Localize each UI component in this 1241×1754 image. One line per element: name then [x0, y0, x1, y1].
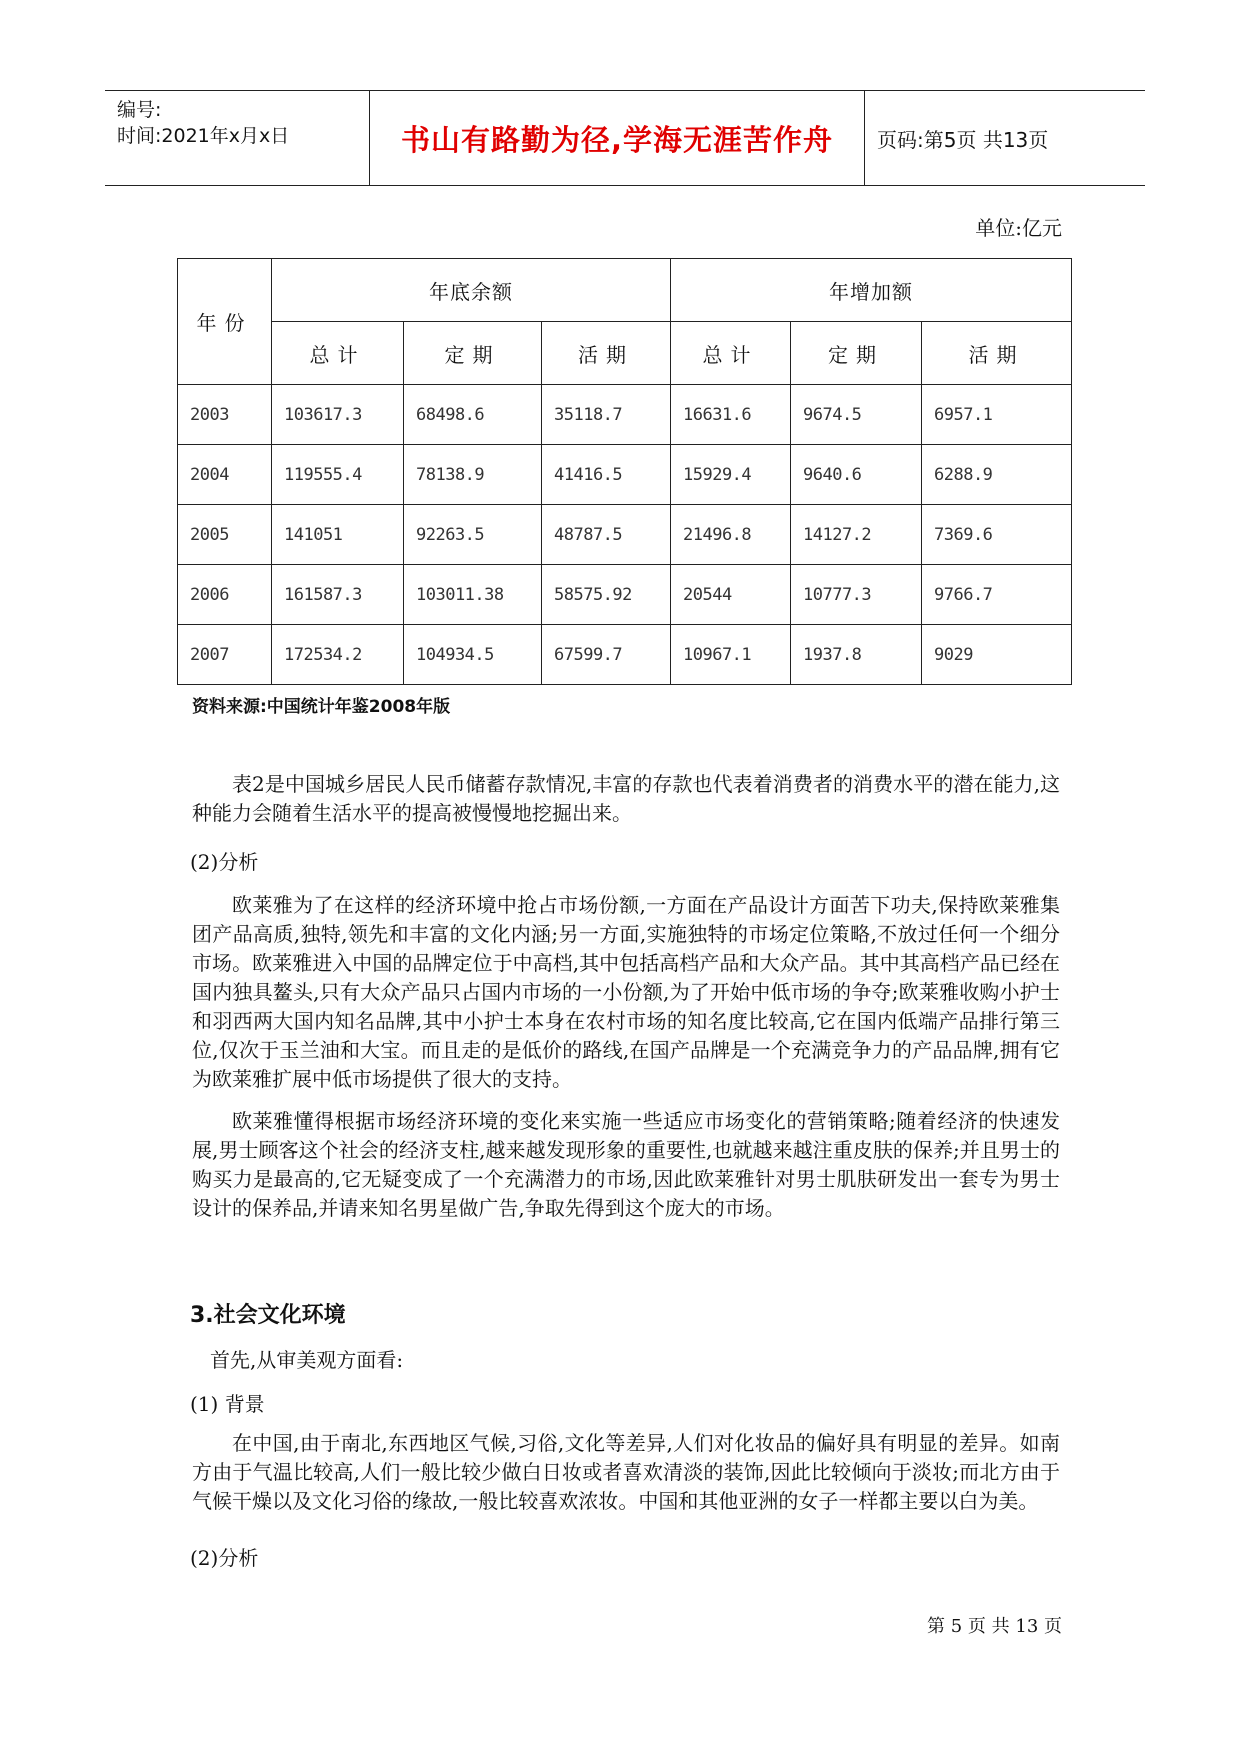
- value-cell: 103617.3: [272, 385, 404, 445]
- value-cell: 92263.5: [404, 505, 542, 565]
- value-cell: 141051: [272, 505, 404, 565]
- value-cell: 68498.6: [404, 385, 542, 445]
- year-cell: 2006: [178, 565, 272, 625]
- value-cell: 7369.6: [922, 505, 1072, 565]
- page-header: [105, 90, 1145, 186]
- value-cell: 172534.2: [272, 625, 404, 685]
- table-unit: 单位:亿元: [975, 216, 1062, 240]
- paragraph-market-strategy: 欧莱雅为了在这样的经济环境中抢占市场份额,一方面在产品设计方面苦下功夫,保持欧莱雅集团产品高质,独特,领先和丰富的文化内涵;另一方面,实施独特的市场定位策略,不放过任何一个细分市场。欧莱雅进入中国的品牌定位于中高档,其中包括高档产品和大众产品。其中其高档产品已经在国内独具鳌头,只有大众产品只占国内市场的一小份额,为了开始中低市场的争夺;欧莱雅收购小护士和羽西两大国内知名品牌,其中小护士本身在农村市场的知名度比较高,它在国内低端产品排行第三位,仅次于玉兰油和大宝。而且走的是低价的路线,在国产品牌是一个充满竞争力的产品品牌,拥有它为欧莱雅扩展中低市场提供了很大的支持。: [192, 893, 1060, 1091]
- value-cell: 10967.1: [671, 625, 791, 685]
- paragraph-male-market: 欧莱雅懂得根据市场经济环境的变化来实施一些适应市场变化的营销策略;随着经济的快速发展,男士顾客这个社会的经济支柱,越来越发现形象的重要性,也就越来越注重皮肤的保养;并且男士的购买力是最高的,它无疑变成了一个充满潜力的市场,因此欧莱雅针对男士肌肤研发出一套专为男士设计的保养品,并请来知名男星做广告,争取先得到这个庞大的市场。: [192, 1109, 1060, 1220]
- label-analysis-2: (2)分析: [190, 1546, 259, 1570]
- value-cell: 15929.4: [671, 445, 791, 505]
- col-header-year: 年份: [178, 259, 272, 385]
- value-cell: 41416.5: [542, 445, 671, 505]
- header-motto: [370, 91, 865, 185]
- savings-table: [177, 258, 1072, 685]
- table-row: [178, 565, 1072, 625]
- label-analysis: (2)分析: [190, 850, 259, 874]
- value-cell: 67599.7: [542, 625, 671, 685]
- header-page-info: 页码:第5页 共13页: [877, 127, 1049, 152]
- table-row: [178, 505, 1072, 565]
- sub-header: 定期: [791, 322, 922, 385]
- document-number-label: 编号:: [117, 99, 162, 121]
- value-cell: 58575.92: [542, 565, 671, 625]
- intro-line: 首先,从审美观方面看:: [210, 1348, 404, 1372]
- sub-header: 活期: [922, 322, 1072, 385]
- table-body: [178, 385, 1072, 685]
- value-cell: 20544: [671, 565, 791, 625]
- label-background: (1) 背景: [190, 1392, 265, 1416]
- value-cell: 10777.3: [791, 565, 922, 625]
- value-cell: 6957.1: [922, 385, 1072, 445]
- page-footer: 第 5 页 共 13 页: [927, 1616, 1062, 1637]
- value-cell: 9674.5: [791, 385, 922, 445]
- value-cell: 1937.8: [791, 625, 922, 685]
- sub-header: 总计: [272, 322, 404, 385]
- value-cell: 161587.3: [272, 565, 404, 625]
- value-cell: 21496.8: [671, 505, 791, 565]
- value-cell: 6288.9: [922, 445, 1072, 505]
- value-cell: 9640.6: [791, 445, 922, 505]
- year-cell: 2004: [178, 445, 272, 505]
- motto-text: 书山有路勤为径,学海无涯苦作舟: [400, 122, 834, 157]
- value-cell: 119555.4: [272, 445, 404, 505]
- value-cell: 14127.2: [791, 505, 922, 565]
- year-cell: 2007: [178, 625, 272, 685]
- document-time-label: 时间:2021年x月x日: [117, 125, 290, 147]
- value-cell: 48787.5: [542, 505, 671, 565]
- col-group-year-end-balance: 年底余额: [272, 259, 671, 322]
- value-cell: 9766.7: [922, 565, 1072, 625]
- year-cell: 2003: [178, 385, 272, 445]
- value-cell: 16631.6: [671, 385, 791, 445]
- value-cell: 103011.38: [404, 565, 542, 625]
- value-cell: 78138.9: [404, 445, 542, 505]
- col-group-annual-increase: 年增加额: [671, 259, 1072, 322]
- sub-header: 总计: [671, 322, 791, 385]
- value-cell: 35118.7: [542, 385, 671, 445]
- section-heading: 3.社会文化环境: [190, 1303, 346, 1328]
- value-cell: 9029: [922, 625, 1072, 685]
- table-row: [178, 445, 1072, 505]
- table-row: [178, 385, 1072, 445]
- table-row: [178, 625, 1072, 685]
- data-source-note: 资料来源:中国统计年鉴2008年版: [192, 697, 451, 717]
- sub-header: 定期: [404, 322, 542, 385]
- value-cell: 104934.5: [404, 625, 542, 685]
- sub-header: 活期: [542, 322, 671, 385]
- year-cell: 2005: [178, 505, 272, 565]
- paragraph-savings: 表2是中国城乡居民人民币储蓄存款情况,丰富的存款也代表着消费者的消费水平的潜在能力,这种能力会随着生活水平的提高被慢慢地挖掘出来。: [192, 772, 1060, 825]
- header-meta: [105, 91, 370, 185]
- paragraph-regional-preference: 在中国,由于南北,东西地区气候,习俗,文化等差异,人们对化妆品的偏好具有明显的差异。如南方由于气温比较高,人们一般比较少做白日妆或者喜欢清淡的装饰,因此比较倾向于淡妆;而北方由于气候干燥以及文化习俗的缘故,一般比较喜欢浓妆。中国和其他亚洲的女子一样都主要以白为美。: [192, 1431, 1060, 1513]
